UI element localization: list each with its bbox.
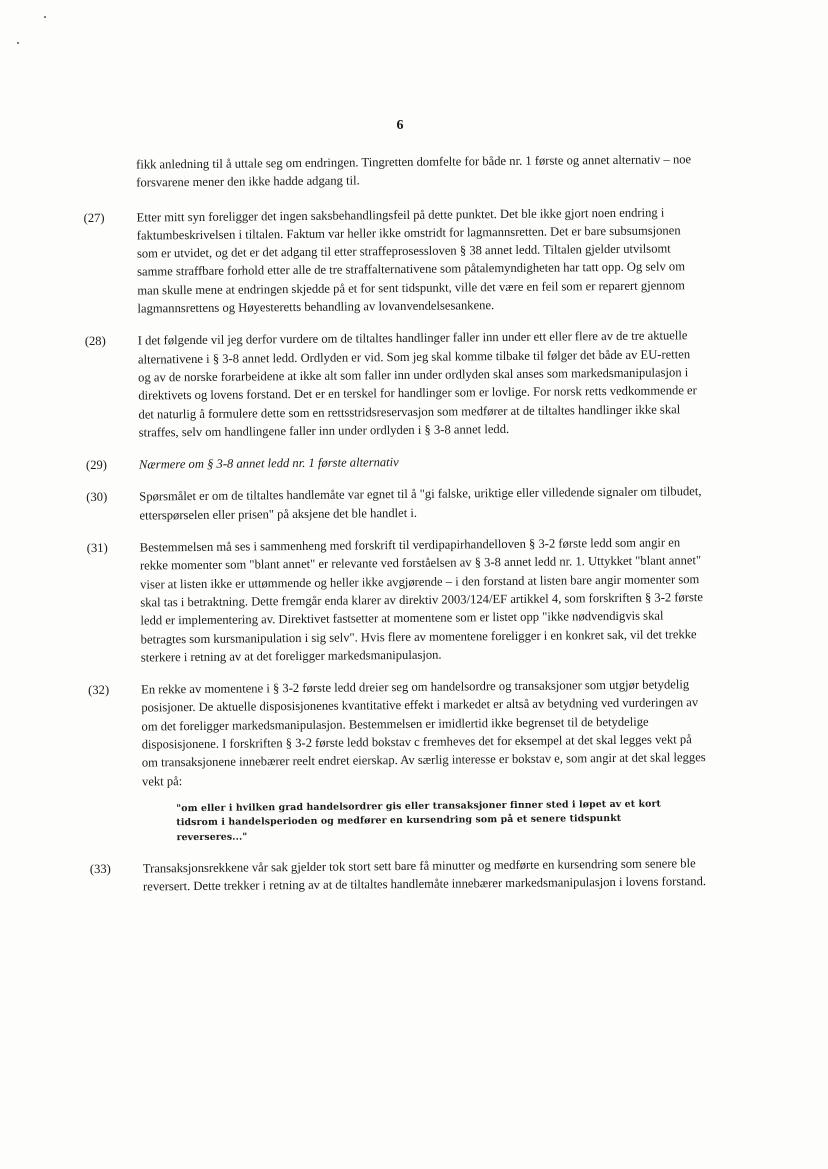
paragraph-text: I det følgende vil jeg derfor vurdere om de tiltaltes handlinger faller inn under ett eller flere av de tre aktuelle alternativene i § 3-8 annet ledd. Ordlyden er vid. Som jeg skal komme tilbake til følger det både av EU-retten og av de norske forarbeidene at ikke alt som faller inn under ordlyden skal anses som markedsmanipulasjon i direktivets og lovens forstand. Det er en terskel for handlinger som er lovlige. For norsk retts vedkommende er det naturlig å formulere dette som en rettsstridsreservasjon som medfører at de tiltaltes handlinger ikke skal straffes, selv om handlingene faller inn under ordlyden i § 3-8 annet ledd. — [137, 328, 697, 440]
document-body — [83, 150, 707, 911]
paragraph-number: (27) — [83, 210, 105, 225]
intro-paragraph-text: fikk anledning til å uttale seg om endringen. Tingretten domfelte for både nr. 1 første og annet alternativ – noe forsvarene mener den ikke hadde adgang til. — [136, 152, 692, 190]
scan-speck — [17, 42, 19, 44]
paragraph-number: (28) — [84, 334, 106, 349]
page-number: 6 — [396, 118, 404, 133]
section-heading: Nærmere om § 3-8 annet ledd nr. 1 første alternativ — [138, 455, 399, 472]
paragraph-number: (31) — [86, 540, 108, 556]
paragraph-27 — [83, 203, 702, 319]
paragraph-30 — [86, 483, 703, 525]
scan-speck — [44, 16, 46, 18]
intro-paragraph — [88, 150, 700, 192]
paragraph-number: (33) — [89, 861, 111, 877]
paragraph-text: En rekke av momentene i § 3-2 første ledd dreier seg om handelsordre og transaksjoner som utgjør betydelig posisjoner. De aktuelle disposisjonenes kvantitative effekt i markedet er altså av betydning ved vurderingen av om det foreligger markedsmanipulasjon. Bestemmelsen er imidlertid ikke begrenset til de betydelige disposisjonene. I forskriften § 3-2 første ledd bokstav c fremheves det for eksempel at det skal legges vekt på om transaksjonene innebærer reelt endret eierskap. Av særlig interesse er bokstav e, som angir at det skal legges vekt på: — [141, 677, 706, 789]
paragraph-31 — [86, 533, 705, 667]
paragraph-number: (30) — [86, 490, 108, 505]
paragraph-text: Spørsmålet er om de tiltaltes handlemåte var egnet til å "gi falske, uriktige eller villedende signaler om tilbudet, etterspørselen eller prisen" på aksjene det ble handlet i. — [139, 484, 702, 523]
paragraph-29 — [85, 450, 703, 474]
paragraph-number: (29) — [85, 457, 108, 473]
paragraph-text: Transaksjonsrekkene vår sak gjelder tok stort sett bare få minutter og medførte en kursendring som senere ble reversert. Dette trekker i retning av at de tiltaltes handlemåte innebærer markedsmanipulasjon i lovens forstand. — [142, 856, 707, 894]
paragraph-33 — [89, 854, 707, 896]
paragraph-28 — [84, 326, 703, 442]
paragraph-32 — [88, 675, 707, 846]
paragraph-number: (32) — [88, 682, 110, 698]
paragraph-text: Etter mitt syn foreligger det ingen saksbehandlingsfeil på dette punktet. Det ble ikke gjort noen endring i faktumbeskrivelsen i tiltalen. Faktum var heller ikke omstridt for lagmannsretten. Det er bare subsumsjonen som er utvidet, og det er det adgang til etter straffeprosessloven § 38 annet ledd. Tiltalen gjelder utvilsomt samme straffbare forhold etter alle de tre straffalternativene som påtalemyndigheten har tatt opp. Og selv om man skulle mene at endringen skjedde på et for sent tidspunkt, ville det være en feil som er reparert gjennom lagmannsrettens og Høyesteretts behandling av lovanvendelsesankene. — [136, 205, 686, 316]
paragraph-text: Bestemmelsen må ses i sammenheng med forskrift til verdipapirhandelloven § 3-2 første ledd som angir en rekke momenter som "blant annet" er relevante ved forståelsen av § 3-8 annet ledd nr. 1. Uttykket "blant annet" viser at listen ikke er uttømmende og heller ikke avgjørende – i den forstand at listen bare angir momenter som skal tas i betraktning. Dette fremgår enda klarer av direktiv 2003/124/EF artikkel 4, som forskriften § 3-2 første ledd er implementering av. Direktivet fastsetter at momentene som er listet opp "ikke nødvendigvis skal betragtes som kursmanipulation i sig selv". Hvis flere av momentene foreligger i en konkret sak, vil det trekke sterkere i retning av at det foreligger markedsmanipulasjon. — [139, 535, 704, 665]
block-quote: "om eller i hvilken grad handelsordrer gis eller transaksjoner finner sted i løpet av et kort tidsrom i handelsperioden og medfører en kursendring som på et senere tidspunkt reverseres..." — [176, 798, 661, 843]
